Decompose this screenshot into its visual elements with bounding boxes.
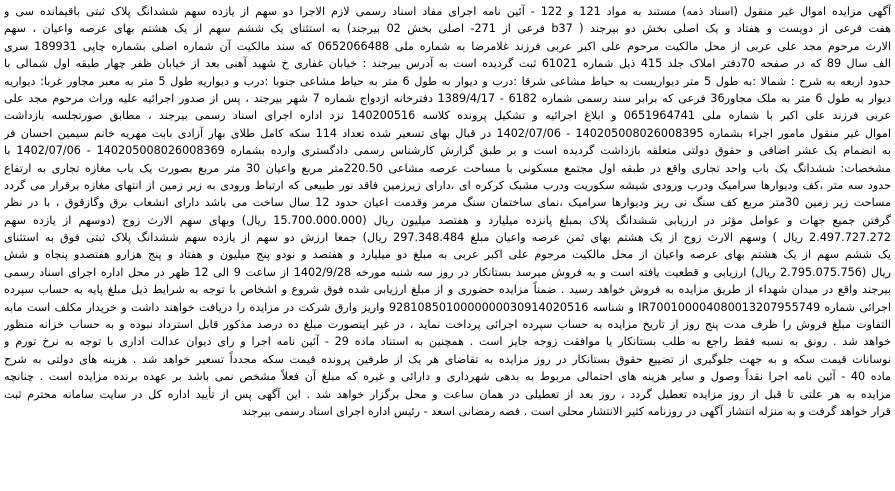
notice-line: یک ششم سهم از یک هشتم بهای عرصه واعیان از محل مالکیت مرحوم علی اکبر عربی به مبلغ دو میلیارد و هفتصد و نودو پنج میلیون و هفتاد و پنج هزارو هفتصدو پنجاه و شش	[4, 248, 891, 262]
notice-line: به انضمام یک عشر اضافی و حقوق دولتی متعلقه بازداشت گردیده است و بر طبق گزارش کارشناس رسمی دادگستری وارده بشماره 140205008026008369 - 1402/07/06 با	[4, 144, 891, 158]
notice-line: عربی فرزند علی اکبر با شماره ملی 0651964741 و ابلاغ اجرائیه و تشکیل پرونده کلاسه 140200516 نزد اداره اجرای اسناد رسمی بیرجند ، مطابق صورتجلسه بازداشت	[4, 109, 891, 123]
notice-line: حدود اربعه به شرح : شمالا :به طول 5 متر دیواریست به حیاط مشاعی شرقا :درب و دیوار به طول 6 متر به حیاط مشاعی جنوبا :درب و دیواریه طول 5 متر به معبر مجاور غربا: دیواریه	[4, 74, 891, 88]
notice-line: التفاوت مبلغ فروش را ظرف مدت پنج روز از تاریخ مزایده به حساب سپرده اجرائی پرداخت نماید ، در غیر اینصورت مبلغ ده درصد مذکور قابل استرداد نبوده و به حساب خزانه منظور	[4, 318, 891, 332]
notice-line: هفت فرعی از دویست و هفتاد و یک اصلی بخش دو بیرجند ( b37 فرعی از 271- اصلی بخش 02 بیرجند) به استثنای یک ششم سهم از یک هشتم بهای عرصه واعیان ، سهم	[4, 22, 891, 36]
notice-line: دیوار به طول 6 متر به ملک مجاور36 فرعی که برابر سند رسمی شماره 6182 - 1389/4/17 دفترخانه ازدواج شماره 7 شهر بیرجند ، پس از صدور اجرائیه علیه وراث مرحوم مجد علی	[4, 91, 891, 105]
notice-line: خواهد شد . رونق به نسبه فقط راجع به طلب بستانکار یا موافقت زوجه جایز است . همچنین به استناد ماده 29 - آئین نامه اجرا و رای دیوان عدالت اداری با توجه به نرخ تورم و	[4, 335, 891, 349]
notice-line: حدود سه متر ،کف ودیوارها سرامیک ودرب ورودی شیشه سکوریت ودرب مشبک کرکره ای ،دارای زیرزمین فاقد نور طبیعی که ارتباط ورودی به زیر زمین از انتهای مغازه برقرار می گردد	[4, 178, 891, 192]
notice-line: اموال غیر منقول مامور اجراء بشماره 140205008026008395 - 1402/07/06 در قبال بهای تسعیر شده تعداد 114 سکه کامل طلای بهار آزادی بابت مهریه خانم سیمین احسان فر	[4, 126, 891, 140]
notice-line: بیرجند واقع در میدان شهداء از طریق مزایده به فروش خواهد رسید . ضمناً مزایده حضوری و از مبلغ ارزیابی شده فوق شروع و اشخاص با توجه به شرایط ذیل مبلغ پایه به حساب سپرده	[4, 283, 891, 297]
notice-line: الارث مرحوم مجد علی عربی از محل مالکیت مرحوم علی اکبر عربی فرزند غلامرضا به شماره ملی 0652066488 که سند مالکیت آن شماره اصلی بشماره چاپی 189931 سری	[4, 39, 891, 53]
notice-line: ماده 40 - آئین نامه اجرا نقداً وصول و سایر هزینه های احتمالی مربوط به بدهی شهرداری و دارائی و غیره که مبلغ آن فعلاً مشخص نمی باشد بر عهده برنده مزایده است . چنانچه	[4, 370, 891, 384]
notice-line: مساحت زیر زمین 30متر مربع کف سنگ نی ریز ودیوارها سرامیک ،نمای ساختمان سنگ مرمر وقدمت اعیان حدود 12 سال ساخت می باشد دارای انشعاب برق وگازقوق ، با در نظر	[4, 196, 891, 210]
notice-line: اجرائی شماره IR700100004080013207955749 و شناسه 9281085010000000030914020516 واریز وارق شرکت در مزایده را دریافت خواهند داشت و خریدار مکلف است مابه	[4, 300, 891, 314]
notice-line: نوسانات قیمت سکه و به جهت جلوگیری از تضییع حقوق بستانکار در روز مزایده به تقاضای هر یک از طرفین پرونده قیمت سکه مجدداً تسعیر خواهد شد . هزینه های دولتی به شرح	[4, 352, 891, 366]
notice-line: مشخصات: ششدانگ یک باب واحد تجاری واقع در طبقه اول مجتمع مسکونی با مساحت عرصه مشاعی 220.50متر مربع واعیان 30 متر مربع بصورت یک باب مغازه تجاری به ارتفاع	[4, 161, 891, 175]
auction-notice	[4, 3, 891, 489]
notice-line: گرفتن جمیع جهات و عوامل مؤثر در ارزیابی ششدانگ پلاک بمبلغ پانزده میلیارد و هفتصد میلیون ریال (15.700.000.000 ریال) وبهای سهم الارث زوج (دوسهم از یازده سهم	[4, 213, 891, 227]
notice-line: الف سال 89 که در صفحه 70دفتر املاک جلد 415 ذیل شماره 61021 ثبت گردیده است به آدرس بیرجند : خیابان غفاری خ شهید آهنی بعد از خیابان ظفر چهار طبقه اول شمالی با	[4, 57, 891, 71]
notice-line: 2.497.727.272 ریال ) وسهم الارث زوج از یک هشتم بهای ثمن عرصه واعیان مبلغ 297.348.484 ریال) جمعا ارزش دو سهم از یازده سهم ششدانگ پلاک ثبتی فوق به استثنای	[4, 231, 891, 245]
notice-line: مزایده به هر علتی تا قبل از روز مزایده تعطیل گردد ، روز بعد از تعطیلی در همان ساعت و محل برگزار خواهد شد . این آگهی پس از تأیید اداره کل در سایت سامانه محترم ثبت	[4, 387, 891, 401]
notice-line: ریال (2.795.075.756 ریال) ارزیابی و قطعیت یافته است و به فروش میرسد بستانکار در روز سه شنبه مورخه 1402/9/28 از ساعت 9 الی 12 ظهر در محل اداره اجرای اسناد رسمی	[4, 265, 891, 279]
notice-line: آگهی مزایده اموال غیر منقول (اسناد ذمه) مستند به مواد 121 و 122 - آئین نامه اجرای مفاد اسناد رسمی لازم الاجرا دو سهم از یازده سهم ششدانگ پلاک ثبتی باقیمانده سی و	[4, 5, 891, 18]
notice-line: قرار خواهد گرفت و به منزله انتشار آگهی در روزنامه کثیر الانتشار محلی است . فضه رمضانی اسعد - رئیس اداره اجرای اسناد رسمی بیرجند	[241, 404, 891, 418]
